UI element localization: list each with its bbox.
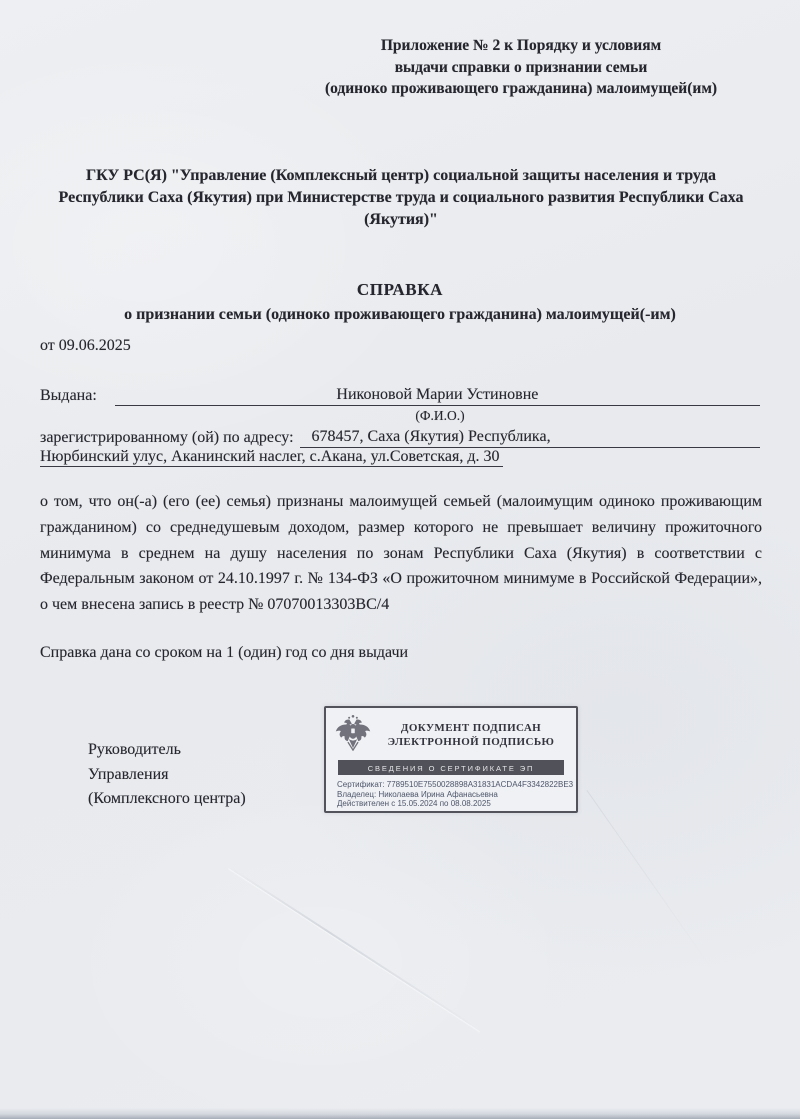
e-signature-stamp xyxy=(324,706,578,813)
signatory-line: (Комплексного центра) xyxy=(88,790,246,807)
paper-crease xyxy=(229,866,481,1031)
address-field-line1 xyxy=(300,428,760,448)
appendix-line: Приложение № 2 к Порядку и условиям xyxy=(380,37,662,54)
appendix-note xyxy=(282,35,760,100)
certificate-info-band: СВЕДЕНИЯ О СЕРТИФИКАТЕ ЭП xyxy=(338,760,564,775)
coat-of-arms-eagle-icon xyxy=(334,713,376,756)
certificate-validity: Действителен с 15.05.2024 по 08.08.2025 xyxy=(337,799,491,809)
stamp-title-line1: ДОКУМЕНТ ПОДПИСАН xyxy=(400,721,542,734)
address-field-line2 xyxy=(40,448,503,471)
organization-name: ГКУ РС(Я) "Управление (Комплексный центр) социальной защиты населения и труда Республики Саха (Якутия) при Министерстве труда и социального развития Республики Саха (Якутия)" xyxy=(58,167,744,228)
document-subtitle: о признании семьи (одиноко проживающего гражданина) малоимущей(-им) xyxy=(124,306,676,323)
address-value-line2: Нюрбинский улус, Аканинский наслег, с.Акана, ул.Советская, д. 30 xyxy=(40,448,503,467)
issued-name: Никоновой Марии Устиновне xyxy=(336,386,539,403)
issued-label: Выдана: xyxy=(40,387,97,404)
signatory-line: Руководитель xyxy=(88,741,181,758)
appendix-line: выдачи справки о признании семьи xyxy=(394,58,648,76)
address-label: зарегистрированному (ой) по адресу: xyxy=(40,429,294,446)
stamp-title xyxy=(376,721,566,749)
document-title: СПРАВКА xyxy=(356,280,444,299)
certificate-number: Сертификат: 7789510Е7550028898А31831ACDA4F3342822BE3 xyxy=(337,780,574,789)
issue-date: от 09.06.2025 xyxy=(40,337,131,354)
paper-crease xyxy=(586,790,713,971)
fio-caption: (Ф.И.О.) xyxy=(415,408,465,423)
issued-to-row xyxy=(40,383,760,406)
validity-statement: Справка дана со сроком на 1 (один) год со дня выдачи xyxy=(40,644,409,661)
stamp-header xyxy=(326,708,576,758)
stamp-title-line2: ЭЛЕКТРОННОЙ ПОДПИСЬЮ xyxy=(387,735,555,748)
certificate-details xyxy=(326,775,576,809)
certificate-owner: Владелец: Николаева Ирина Афанасьевна xyxy=(337,789,498,799)
body-paragraph: о том, что он(-а) (его (ее) семья) признаны малоимущей семьей (малоимущим одиноко проживающим гражданином) со среднедушевым доходом, размер которого не превышает величину прожиточного минимума в среднем на душу населения по зонам Республики Саха (Якутия) в соответствии с Федеральным законом от 24.10.1997 г. № 134-ФЗ «О прожиточном минимуме в Российской Федерации», о чем внесена запись в реестр № 07070013303ВС/4 xyxy=(40,493,762,614)
address-value-line1: 678457, Саха (Якутия) Республика, xyxy=(311,428,551,445)
address-row xyxy=(40,425,760,448)
signatory-line: Управления xyxy=(88,765,169,783)
issued-name-field xyxy=(115,386,760,406)
signatory-block xyxy=(88,738,246,812)
appendix-line: (одиноко проживающего гражданина) малоимущей(им) xyxy=(324,80,718,97)
